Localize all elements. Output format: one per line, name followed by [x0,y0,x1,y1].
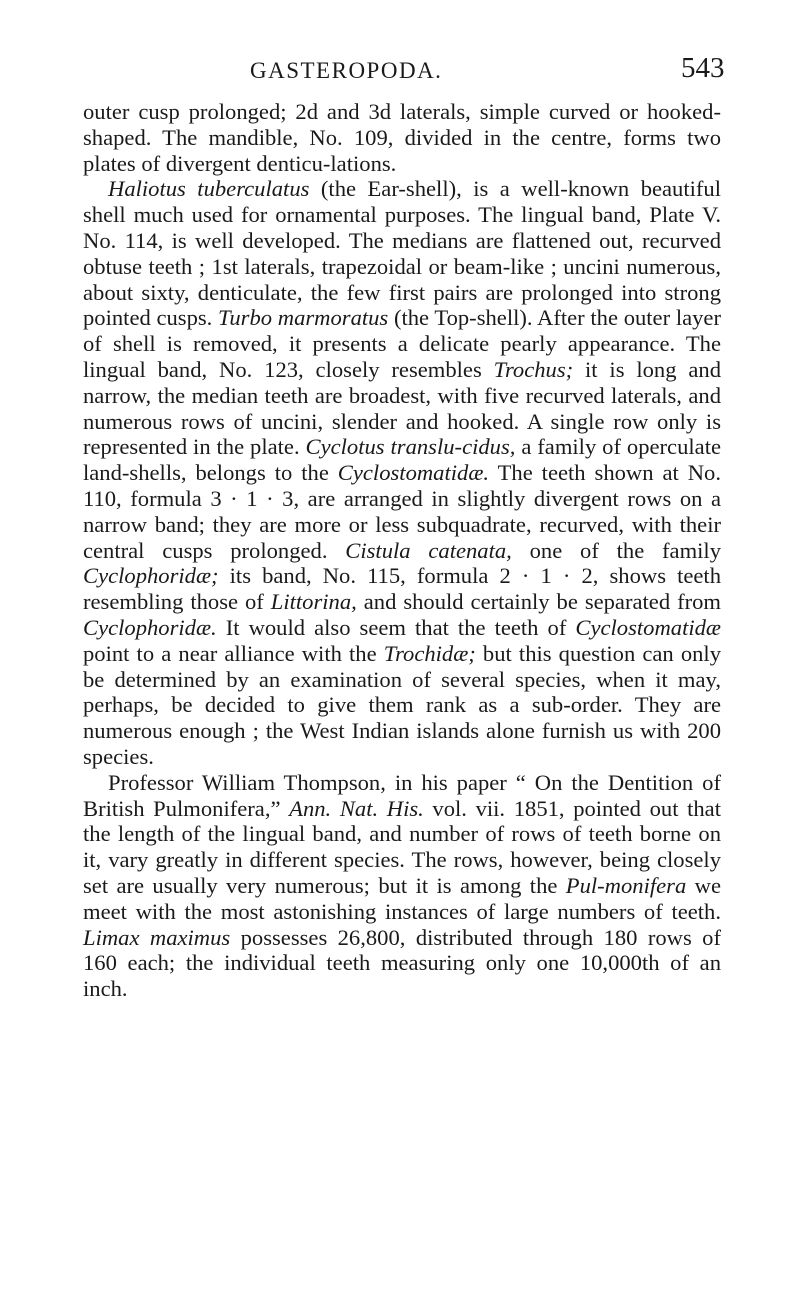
text-run: point to a near alliance with the [83,640,384,666]
family-name: Cyclophoridæ. [83,614,217,640]
text-run: possesses 26,800, distributed through 180 rows of 160 each; the individual teeth measuring only one 10,000th of an inch. [83,924,721,1002]
text-run: one of the family [511,537,721,563]
paragraph-2 [83,176,721,769]
body-text [83,99,721,1002]
text-run: (the Ear-shell), is a well-known beautiful shell much used for ornamental purposes. The lingual band, Plate V. No. 114, is well developed. The medians are flattened out, recurved obtuse teeth ; 1st laterals, trapezoidal or beam-like ; uncini numerous, about sixty, denticulate, the few first pairs are prolonged into strong pointed cusps. [83,176,721,331]
paragraph-3 [83,770,721,1002]
text-run: and should certainly be separated from [356,589,721,615]
text-run: vol. vii. 1851, pointed out that the length of the lingual band, and number of rows of teeth borne on it, vary greatly in different species. The rows, however, being closely set are usually very numerous; but it is among the [83,795,721,898]
text-run: The teeth shown at No. 110, formula 3 · 1 · 3, are arranged in slightly divergent rows on a narrow band; they are more or less subquadrate, recurved, with their central cusps prolonged. [83,460,721,563]
genus-name: Trochus; [493,356,574,382]
text-run: a family of operculate land-shells, belongs to the [83,434,721,486]
text-run: we meet with the most astonishing instances of large numbers of teeth. [83,872,721,924]
species-name: Turbo marmoratus [218,305,389,331]
text-run: Professor William Thompson, in his paper “ On the Dentition of British Pulmonifera,” [83,769,721,821]
text-run: It would also seem that the teeth of [216,614,576,640]
text-run: it is long and narrow, the median teeth are broadest, with five recurved laterals, and numerous rows of uncini, slender and hooked. A single row only is represented in the plate. [83,356,721,460]
journal-name: Ann. Nat. His. [289,795,424,821]
paragraph-1 [83,99,721,176]
species-name: Cyclotus translu-cidus, [305,434,516,460]
text-run: (the Top-shell). After the outer layer of shell is removed, it presents a delicate pearly appearance. The lingual band, No. 123, closely resembles [83,305,721,382]
family-name: Cyclostomatidæ [575,614,721,640]
species-name: Haliotus tuberculatus [108,176,310,202]
species-name: Cistula catenata, [345,537,512,563]
group-name: Pul-monifera [565,872,687,898]
species-name: Limax maximus [83,924,231,950]
family-name: Cyclophoridæ; [83,563,219,589]
text-run: outer cusp prolonged; 2d and 3d laterals, simple curved or hooked-shaped. The mandible, No. 109, divided in the centre, forms two plates of divergent denticu-lations. [83,99,721,176]
family-name: Trochidæ; [383,640,476,666]
page-number: 543 [681,52,725,84]
genus-name: Littorina, [270,589,357,615]
text-run: but this question can only be determined by an examination of several species, when it may, perhaps, be decided to give them rank as a sub-order. They are numerous enough ; the West Indian islands alone furnish us with 200 species. [83,640,721,769]
running-head: GASTEROPODA. [250,58,443,83]
text-run: its band, No. 115, formula 2 · 1 · 2, shows teeth resembling those of [83,563,721,615]
family-name: Cyclostomatidæ. [337,460,490,486]
